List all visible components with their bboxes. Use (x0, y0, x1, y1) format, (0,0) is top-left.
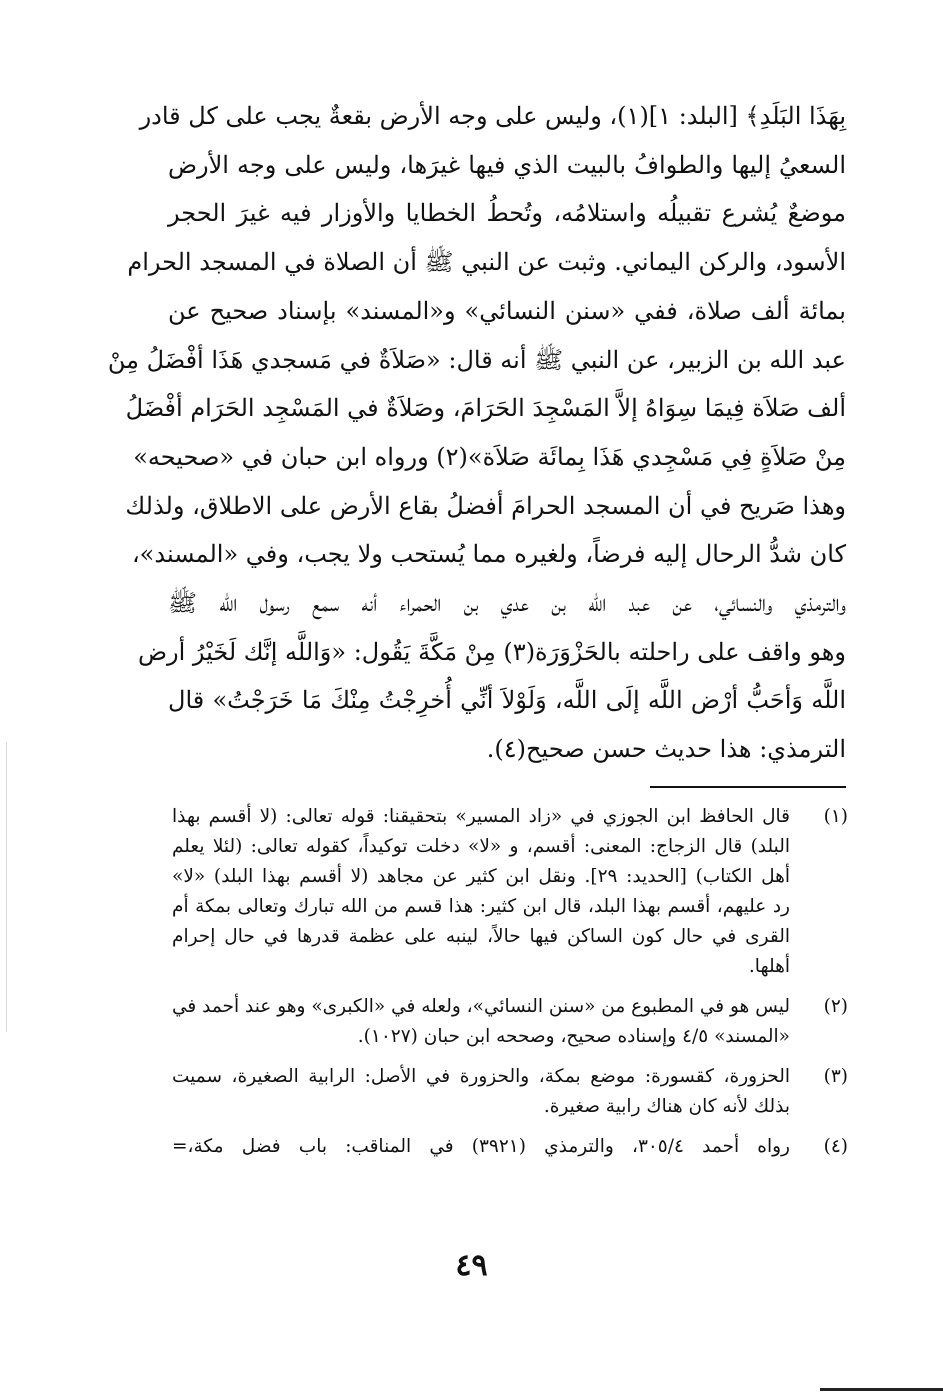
main-text-line: وهو واقف على راحلته بالحَزْوَرَة(٣) مِنْ مَكَّةَ يَقُول: «وَاللَّه إنَّك لَخَيْرُ أرض (137, 637, 846, 666)
main-text-line: وهذا صَريح في أن المسجد الحرامَ أفضلُ بقاع الأرض على الاطلاق، ولذلك (125, 491, 846, 520)
footnote-number: (٣) (823, 1066, 848, 1087)
footnote-2 (172, 992, 848, 1052)
main-text-line: بمائة ألف صلاة، ففي «سنن النسائي» و«المسند» بإسناد صحيح عن (168, 296, 846, 325)
footnote-line: ليس هو في المطبوع من «سنن النسائي»، ولعله في «الكبرى» وهو عند أحمد في (171, 996, 790, 1017)
main-text-line: الترمذي: هذا حديث حسن صحيح(٤). (486, 735, 846, 764)
main-text-line: اللَّه وَأحَبُّ أرْض اللَّه إلَى اللَّه، وَلَوْلاَ أنِّي أُخرِجْتُ مِنْكَ مَا خَرَجْتُ» قال (168, 686, 846, 715)
main-text-line: والترمذي والنسائي، عن عبد الله بن عدي بن الحمراء أنه سمع رسول الله ﷺ (168, 589, 846, 618)
main-text-line: عبد الله بن الزبير، عن النبي ﷺ أنه قال: «صَلاَةٌ في مَسجدي هَذَا أفْضَلُ مِنْ (107, 345, 846, 374)
main-text-line: بِهَذَا البَلَدِ﴾ [البلد: ١](١)، وليس على وجه الأرض بقعةٌ يجب على كل قادر (139, 102, 846, 130)
footnote-4 (172, 1132, 848, 1162)
footnote-separator (650, 786, 846, 788)
footnote-3 (172, 1062, 848, 1122)
footnote-line: أهل الكتاب) [الحديد: ٢٩]. ونقل ابن كثير عن مجاهد (لا أقسم بهذا البلد) «لا» (172, 866, 790, 887)
footnote-line: قال الحافظ ابن الجوزي في «زاد المسير» بتحقيقنا: قوله تعالى: (لا أقسم بهذا (172, 806, 790, 827)
scan-edge-mark (6, 742, 7, 1032)
main-text-line: موضعٌ يُشرع تقبيلُه واستلامُه، وتُحطُ الخطايا والأوزار فيه غيرَ الحجر (168, 199, 846, 228)
footnote-number: (٤) (823, 1136, 848, 1157)
footnote-line: أهلها. (748, 956, 790, 977)
footnote-line: رد عليهم، أقسم بهذا البلد، قال ابن كثير: هذا قسم من الله تبارك وتعالى بمكة أم (172, 896, 790, 917)
footnote-number: (١) (823, 806, 848, 827)
main-text-line: السعيُ إليها والطوافُ بالبيت الذي فيها غيرَها، وليس على وجه الأرض (168, 150, 846, 179)
scan-edge-mark (820, 1388, 943, 1391)
footnote-number: (٢) (823, 996, 848, 1017)
footnote-line: البلد) قال الزجاج: المعنى: أقسم، و «لا» دخلت توكيداً، كقوله تعالى: (لئلا يعلم (172, 836, 790, 857)
main-text (107, 92, 846, 774)
footnote-1 (172, 802, 848, 982)
main-text-line: الأسود، والركن اليماني. وثبت عن النبي ﷺ أن الصلاة في المسجد الحرام (127, 248, 846, 277)
footnote-line: القرى في حال كون الساكن فيها حالاً، لينبه على عظمة قدرها في حال إحرام (172, 926, 790, 947)
footnote-line: رواه أحمد ٣٠٥/٤، والترمذي (٣٩٢١) في المناقب: باب فضل مكة،= (172, 1136, 790, 1157)
main-text-line: كان شدُّ الرحال إليه فرضاً، ولغيره مما يُستحب ولا يجب، وفي «المسند»، (131, 540, 846, 569)
main-text-line: مِنْ صَلاَةٍ فِي مَسْجِدي هَذَا بِمائَة صَلاَة»(٢) ورواه ابن حبان في «صحيحه» (133, 442, 846, 471)
footnotes (172, 802, 848, 1172)
footnote-line: بذلك لأنه كان هناك رابية صغيرة. (543, 1096, 790, 1117)
footnote-line: الحزورة، كقسورة: موضع بمكة، والحزورة في الأصل: الرابية الصغيرة، سميت (172, 1066, 790, 1087)
main-text-line: ألف صَلاَة فِيمَا سِوَاهُ إلاَّ المَسْجِدَ الحَرَامَ، وصَلاَةٌ في المَسْجِد الحَرَام أفْضَلُ (125, 394, 846, 423)
footnote-line: «المسند» ٤/٥ وإسناده صحيح، وصححه ابن حبان (١٠٢٧). (357, 1026, 790, 1047)
page-number: ٤٩ (455, 1248, 488, 1283)
